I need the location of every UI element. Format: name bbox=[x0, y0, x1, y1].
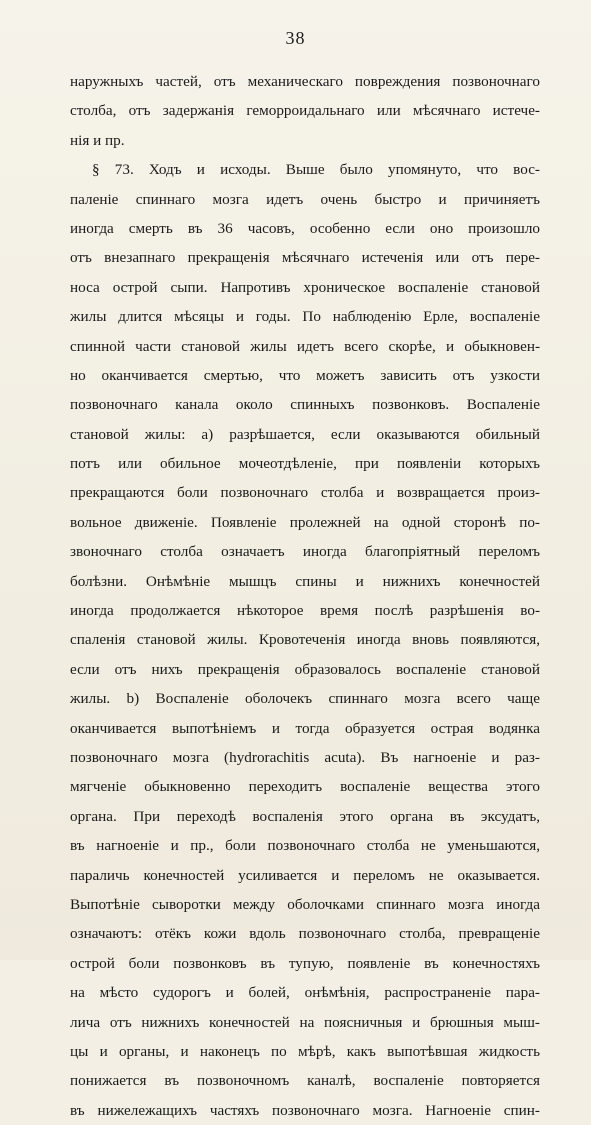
text-line: позвоночнаго мозга (hydrorachitis acuta). Въ нагноеніе и раз- bbox=[70, 748, 540, 766]
text-line: понижается въ позвоночномъ каналѣ, воспаленіе повторяется bbox=[70, 1072, 540, 1090]
text-line: органа. При переходѣ воспаленія этого органа въ эксудатъ, bbox=[70, 807, 540, 825]
text-line: иногда продолжается нѣкоторое время послѣ разрѣшенія во- bbox=[70, 602, 540, 620]
text-line: нія и пр. bbox=[70, 131, 125, 149]
text-line: оканчивается выпотѣніемъ и тогда образуется острая водянка bbox=[70, 719, 540, 737]
text-line: становой жилы: а) разрѣшается, если оказываются обильный bbox=[70, 425, 540, 443]
text-line: спаленія становой жилы. Кровотеченія иногда вновь появляются, bbox=[70, 631, 540, 649]
text-line: наружныхъ частей, отъ механическаго повреждения позвоночнаго bbox=[70, 73, 540, 90]
text-line: параличь конечностей усиливается и переломъ не оказывается. bbox=[70, 866, 540, 884]
text-line: паленіе спиннаго мозга идетъ очень быстро и причиняетъ bbox=[70, 190, 540, 208]
text-line: жилы длится мѣсяцы и годы. По наблюденію Ерле, воспаленіе bbox=[70, 308, 540, 326]
text-line: вольное движеніе. Появленіе пролежней на одной сторонѣ по- bbox=[70, 513, 540, 531]
text-line: иногда смерть въ 36 часовъ, особенно если оно произошло bbox=[70, 219, 540, 237]
text-line: потъ или обильное мочеотдѣленіе, при появленіи которыхъ bbox=[70, 455, 540, 473]
text-line: лича отъ нижнихъ конечностей на поясничныя и брюшныя мыш- bbox=[70, 1013, 540, 1031]
body-text bbox=[70, 67, 540, 1125]
text-line: позвоночнаго канала около спинныхъ позвонковъ. Воспаленіе bbox=[70, 396, 540, 414]
text-line: въ нижележащихъ частяхъ позвоночнаго мозга. Нагноеніе спин- bbox=[70, 1101, 540, 1119]
text-line: прекращаются боли позвоночнаго столба и возвращается произ- bbox=[70, 484, 540, 502]
text-line: спинной части становой жилы идетъ всего скорѣе, и обыкновен- bbox=[70, 337, 540, 355]
text-line: на мѣсто судорогъ и болей, онѣмѣнія, распространеніе пара- bbox=[70, 984, 540, 1002]
text-line: означаютъ: отёкъ кожи вдоль позвоночнаго столба, превращеніе bbox=[70, 925, 540, 943]
text-line: но оканчивается смертью, что можетъ зависить отъ узкости bbox=[70, 366, 540, 384]
text-line: жилы. b) Воспаленіе оболочекъ спиннаго мозга всего чаще bbox=[70, 690, 540, 708]
text-line: носа острой сыпи. Напротивъ хроническое воспаленіе становой bbox=[70, 278, 540, 296]
page-number: 38 bbox=[285, 28, 306, 48]
text-line: острой боли позвонковъ въ тупую, появленіе въ конечностяхъ bbox=[70, 954, 540, 972]
text-line: звоночнаго столба означаетъ иногда благопріятный переломъ bbox=[70, 543, 540, 561]
text-line: въ нагноеніе и пр., боли позвоночнаго столба не уменьшаются, bbox=[70, 837, 540, 855]
text-line: отъ внезапнаго прекращенія мѣсячнаго истеченія или отъ пере- bbox=[70, 249, 540, 267]
text-line: Выпотѣніе сыворотки между оболочками спиннаго мозга иногда bbox=[70, 895, 540, 913]
text-line: столба, отъ задержанія геморроидальнаго или мѣсячнаго истече- bbox=[70, 102, 540, 120]
text-line: цы и органы, и наконецъ по мѣрѣ, какъ выпотѣвшая жидкость bbox=[70, 1042, 540, 1060]
text-line: если отъ нихъ прекращенія образовалось воспаленіе становой bbox=[70, 660, 540, 678]
text-line: болѣзни. Онѣмѣніе мышцъ спины и нижнихъ конечностей bbox=[70, 572, 540, 590]
text-line: мягченіе обыкновенно переходитъ воспаленіе вещества этого bbox=[70, 778, 540, 796]
section-73-heading-line: § 73. Ходъ и исходы. Выше было упомянуто, что вос- bbox=[92, 161, 540, 179]
